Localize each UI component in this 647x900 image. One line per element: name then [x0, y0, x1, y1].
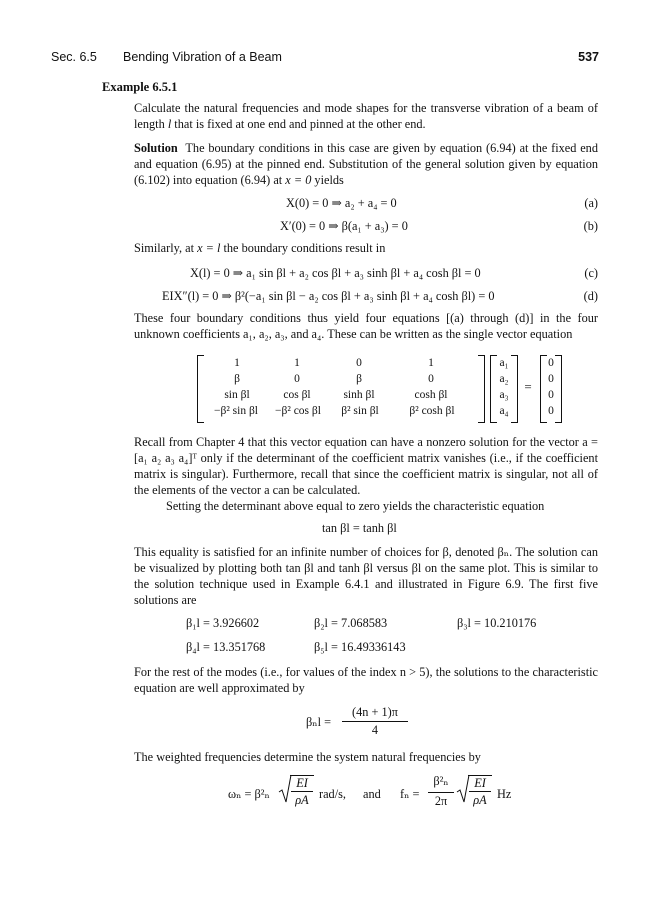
- example-heading: Example 6.5.1: [102, 80, 178, 94]
- rhs-cell: 0: [548, 357, 554, 369]
- section-number: Sec. 6.5: [51, 50, 97, 64]
- frequency-fraction-bar: [428, 792, 454, 793]
- vector-cell: a₁: [499, 357, 509, 369]
- frequency-numerator: β²ₙ: [433, 774, 449, 788]
- solution-value: β₁l = 3.926602: [186, 616, 260, 630]
- matrix-cell: 0: [294, 373, 300, 385]
- matrix-cell: −β² sin βl: [213, 405, 258, 417]
- matrix-cell: 0: [428, 373, 434, 385]
- equality-paragraph: This equality is satisfied for an infinite number of choices for β, denoted βₙ. The solution can be visualized by plotting both tan βl and tanh βl versus βl on the same plot. This is similar to the solution technique used in Example 6.4.1 and illustrated in Figure 6.9. The first five solutions are: [134, 545, 598, 607]
- solution-value: β₃l = 10.210176: [457, 616, 537, 630]
- setting-text: Setting the determinant above equal to zero yields the characteristic equation: [166, 499, 545, 513]
- matrix-cell: −β² cos βl: [275, 405, 321, 417]
- matrix-cell: 1: [294, 357, 300, 369]
- solution-value: β₄l = 13.351768: [186, 640, 266, 654]
- frequency-lhs: fₙ =: [400, 787, 420, 801]
- rhs-cell: 0: [548, 389, 554, 401]
- vector-cell: a₄: [499, 405, 509, 417]
- matrix-cell: 0: [356, 357, 362, 369]
- matrix-cell: 1: [234, 357, 240, 369]
- matrix-cell: β: [356, 373, 362, 385]
- and-word: and: [363, 787, 381, 801]
- rhs-cell: 0: [548, 405, 554, 417]
- section-title: Bending Vibration of a Beam: [123, 50, 282, 64]
- rhs-cell: 0: [548, 373, 554, 385]
- frequency-denominator: 2π: [434, 794, 448, 808]
- problem-statement: Calculate the natural frequencies and mode shapes for the transverse vibration of a beam of length l that is fixed at one end and pinned at the other end.: [134, 101, 598, 131]
- frequency-root-denominator: ρA: [473, 793, 487, 807]
- frequency-root-numerator: EI: [474, 776, 486, 790]
- solution-label: Solution: [134, 141, 178, 155]
- equation-c-label: (c): [584, 266, 598, 280]
- omega-root-numerator: EI: [296, 776, 308, 790]
- solution-value: β₅l = 16.49336143: [314, 640, 406, 654]
- frequency-units: Hz: [497, 787, 512, 801]
- matrix-cell: β: [234, 373, 240, 385]
- similarly-text: Similarly, at x = l the boundary conditions result in: [134, 241, 386, 255]
- equation-c: X(l) = 0 ⇒ a₁ sin βl + a₂ cos βl + a₃ sinh βl + a₄ cosh βl = 0: [190, 266, 481, 280]
- equation-b-label: (b): [583, 219, 598, 233]
- equation-a: X(0) = 0 ⇒ a₂ + a₄ = 0: [286, 196, 397, 210]
- matrix-cell: cos βl: [283, 389, 311, 401]
- matrix-cell: sinh βl: [343, 389, 375, 401]
- equation-d: EIX″(l) = 0 ⇒ β²(−a₁ sin βl − a₂ cos βl + a₃ sinh βl + a₄ cosh βl) = 0: [162, 289, 495, 303]
- matrix-cell: β² cosh βl: [409, 405, 455, 417]
- equation-a-label: (a): [584, 196, 598, 210]
- matrix-right-bracket: [478, 355, 485, 423]
- matrix-cell: β² sin βl: [341, 405, 379, 417]
- omega-units: rad/s,: [319, 787, 346, 801]
- equation-d-label: (d): [583, 289, 598, 303]
- omega-lhs: ωₙ = β²ₙ: [228, 787, 270, 801]
- equation-b: X′(0) = 0 ⇒ β(a₁ + a₃) = 0: [280, 219, 408, 233]
- boundary-conditions-text: These four boundary conditions thus yield four equations [(a) through (d)] in the four unknown coefficients a₁, a₂, a₃, and a₄. These can be written as the single vector equation: [134, 311, 598, 341]
- approx-lhs: βₙl =: [306, 715, 332, 729]
- omega-root-fraction-bar: [291, 791, 313, 792]
- vector-cell: a₂: [499, 373, 509, 385]
- matrix-cell: sin βl: [224, 389, 250, 401]
- page-number: 537: [578, 50, 599, 64]
- weighted-text: The weighted frequencies determine the system natural frequencies by: [134, 750, 481, 764]
- recall-paragraph: Recall from Chapter 4 that this vector equation can have a nonzero solution for the vector a = [a₁ a₂ a₃ a₄]ᵀ only if the determinant of the coefficient matrix vanishes (i.e., if the coefficient matrix is singular). Furthermore, recall that since the coefficient matrix is singular, not all of the elements of the vector a can be calculated.: [134, 435, 598, 497]
- approx-numerator: (4n + 1)π: [352, 705, 398, 719]
- vector-cell: a₃: [499, 389, 509, 401]
- omega-root-denominator: ρA: [295, 793, 309, 807]
- matrix-cell: cosh βl: [414, 389, 448, 401]
- approx-fraction-bar: [342, 721, 408, 722]
- matrix-cell: 1: [428, 357, 434, 369]
- matrix-equals: =: [524, 379, 532, 394]
- solution-paragraph: Solution The boundary conditions in this case are given by equation (6.94) at the fixed end and equation (6.95) at the pinned end. Substitution of the general solution given by equation (6.102) into equation (6.94) at x = 0 yields: [134, 141, 598, 187]
- frequency-root-fraction-bar: [469, 791, 491, 792]
- rest-of-modes-text: For the rest of the modes (i.e., for values of the index n > 5), the solutions to the characteristic equation are well approximated by: [134, 665, 598, 695]
- characteristic-equation: tan βl = tanh βl: [322, 521, 397, 535]
- solution-value: β₂l = 7.068583: [314, 616, 388, 630]
- approx-denominator: 4: [371, 723, 379, 737]
